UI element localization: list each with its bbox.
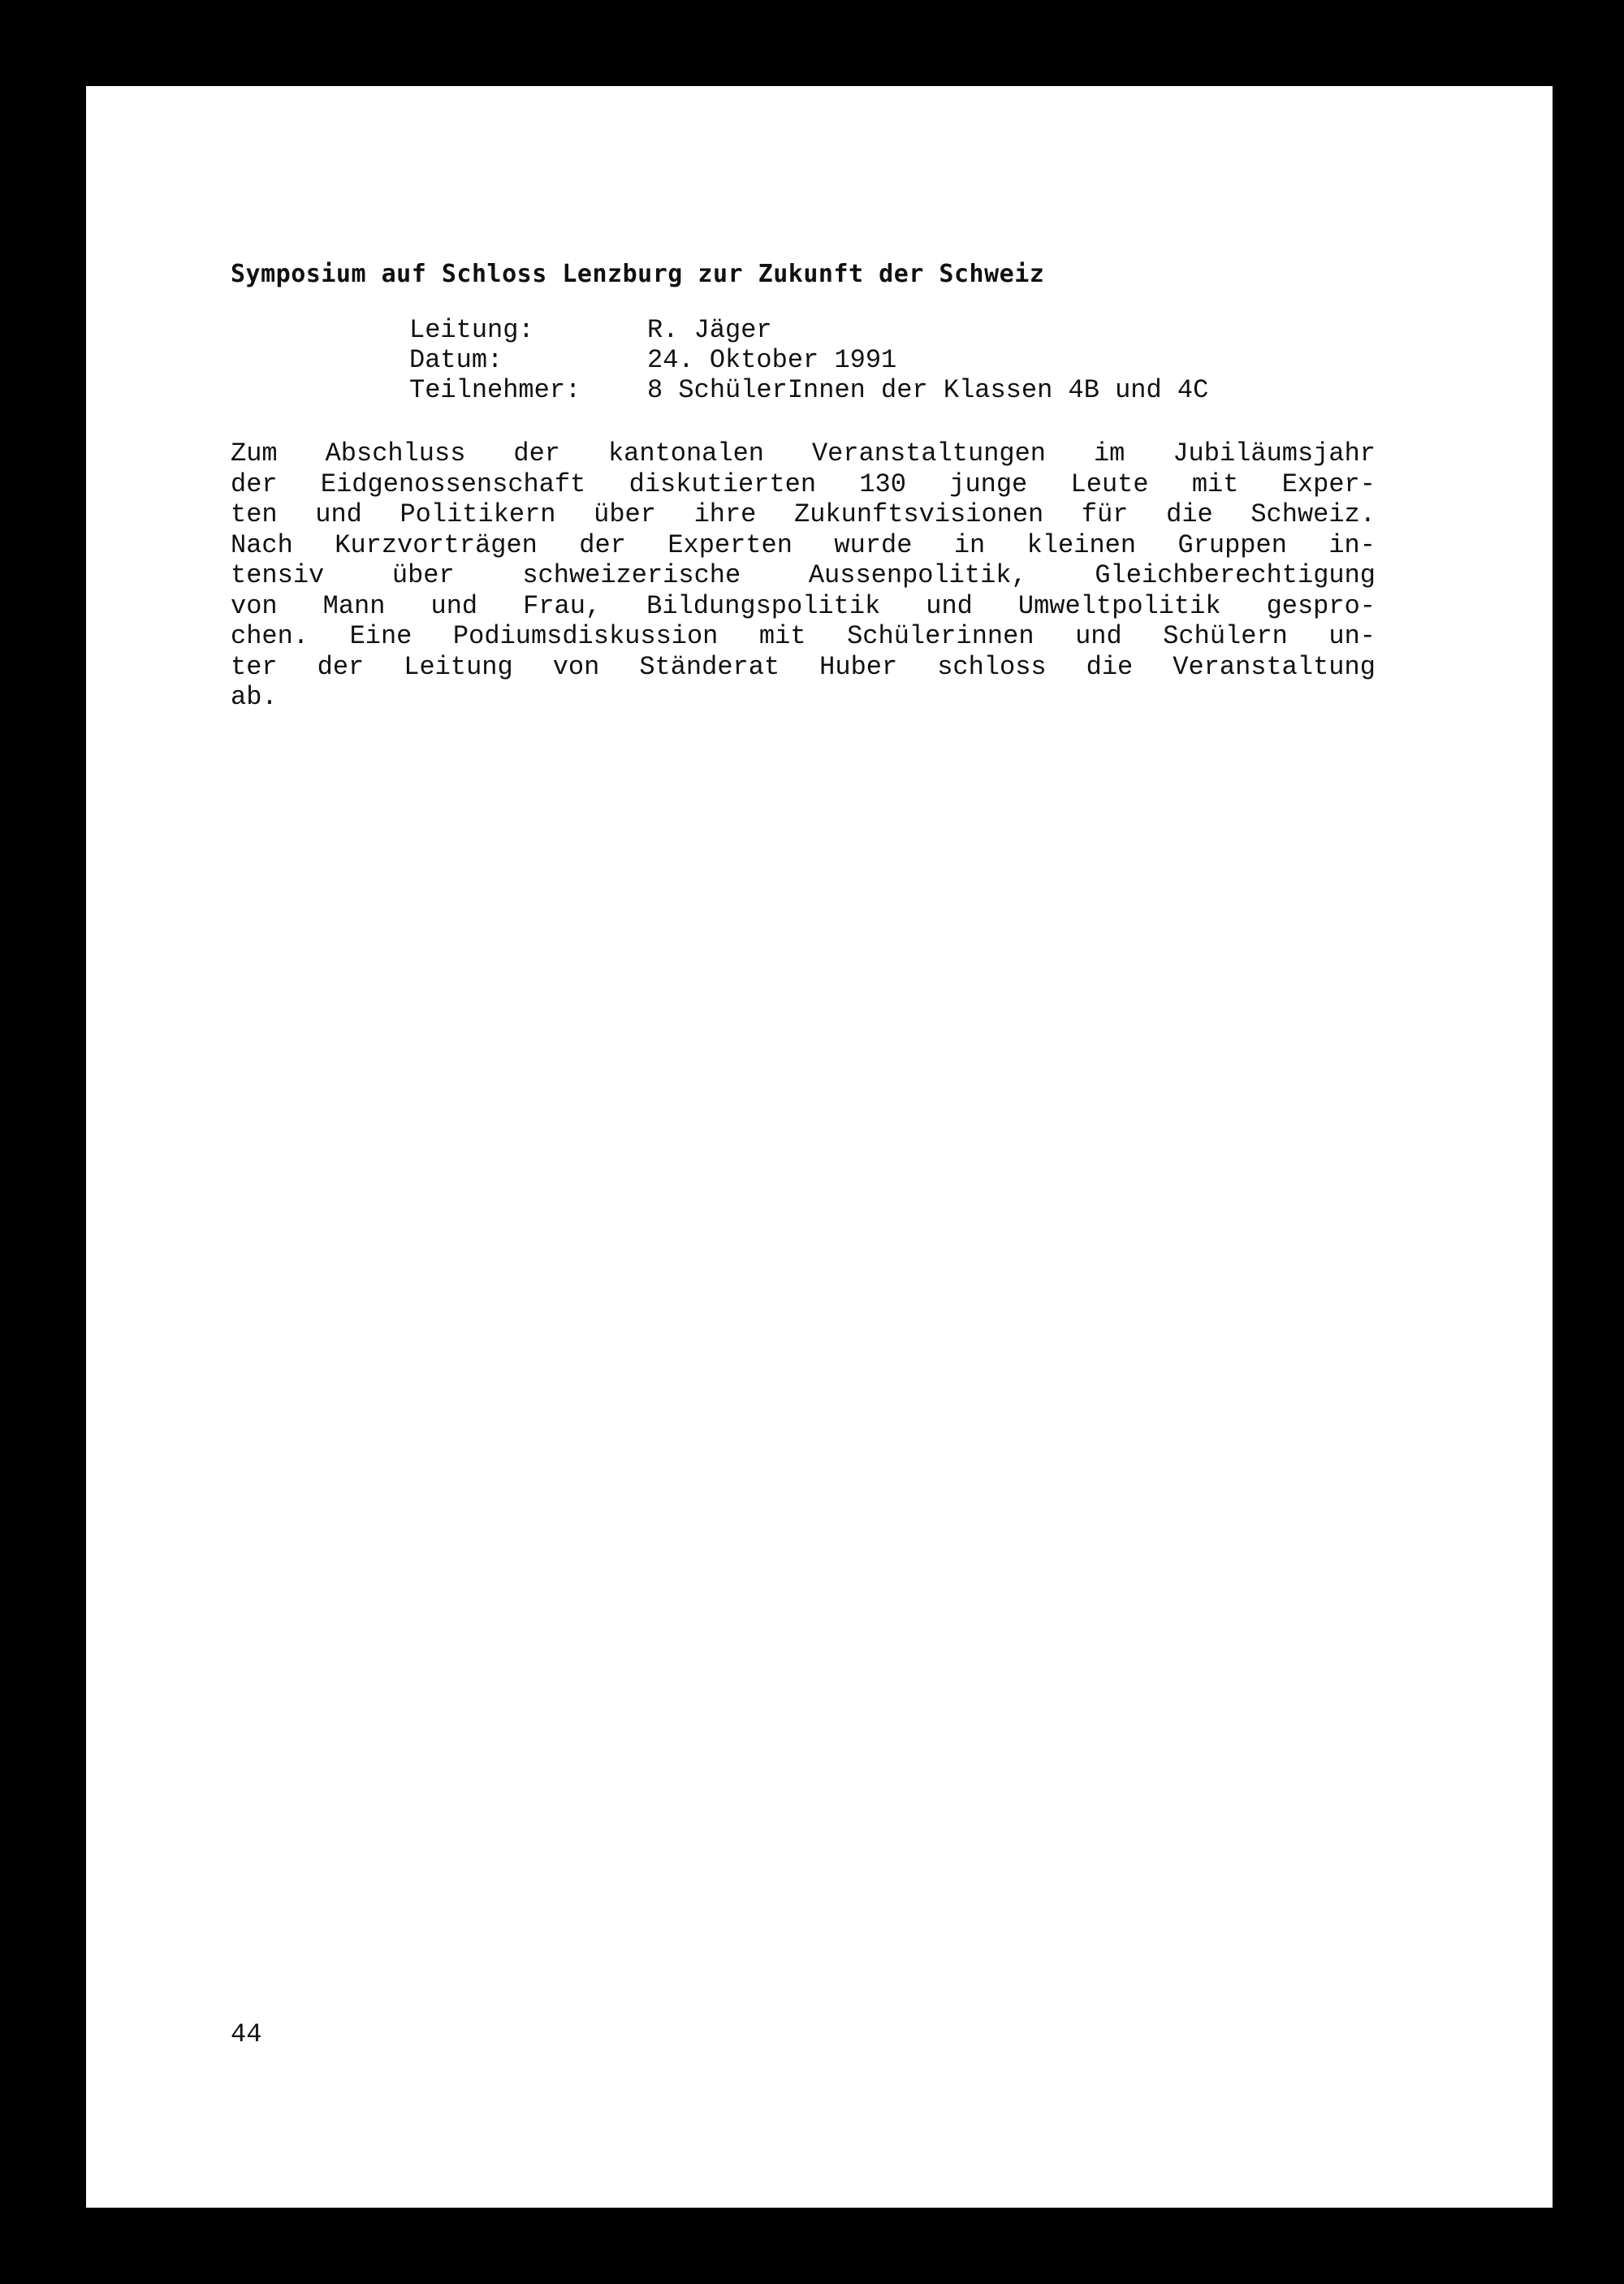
body-word: kleinen bbox=[1026, 529, 1137, 560]
meta-row-leitung bbox=[409, 315, 1208, 345]
body-line bbox=[231, 469, 1376, 500]
body-word: Gleichberechtigung bbox=[1095, 560, 1376, 590]
body-word: und bbox=[315, 499, 362, 529]
meta-value: 8 SchülerInnen der Klassen 4B und 4C bbox=[647, 375, 1209, 405]
body-word: chen. bbox=[231, 621, 309, 651]
body-line bbox=[231, 621, 1376, 652]
page-number: 44 bbox=[231, 2019, 262, 2049]
body-word: diskutierten bbox=[628, 468, 817, 499]
meta-value: 24. Oktober 1991 bbox=[647, 345, 897, 375]
body-word: tensiv bbox=[231, 560, 325, 590]
body-word: für bbox=[1081, 499, 1129, 529]
body-word: un- bbox=[1328, 621, 1376, 651]
meta-label: Datum: bbox=[409, 345, 503, 375]
body-word: Huber bbox=[819, 651, 898, 682]
body-word: die bbox=[1086, 651, 1134, 682]
body-word: schloss bbox=[937, 651, 1047, 682]
body-word: Umweltpolitik bbox=[1017, 590, 1221, 621]
body-line bbox=[231, 652, 1376, 683]
body-line bbox=[231, 591, 1376, 622]
body-word: Eidgenossenschaft bbox=[320, 468, 586, 499]
page-title: Symposium auf Schloss Lenzburg zur Zukunft der Schweiz bbox=[231, 260, 1045, 288]
body-word: über bbox=[594, 499, 656, 529]
body-word: wurde bbox=[834, 529, 913, 560]
body-word: ihre bbox=[693, 499, 757, 529]
body-word: mit bbox=[1191, 468, 1239, 499]
body-word: Bildungspolitik bbox=[646, 590, 881, 621]
body-word: im bbox=[1093, 438, 1125, 468]
body-word: Jubiläumsjahr bbox=[1173, 438, 1376, 468]
body-word: und bbox=[430, 590, 478, 621]
body-word: von bbox=[552, 651, 600, 682]
meta-row-datum bbox=[409, 345, 1208, 375]
body-word: Exper- bbox=[1281, 468, 1376, 499]
body-word: Leitung bbox=[404, 651, 513, 682]
body-word: der bbox=[579, 529, 626, 560]
meta-row-teilnehmer bbox=[409, 375, 1208, 405]
body-word: der bbox=[231, 468, 278, 499]
body-word: Aussenpolitik, bbox=[808, 560, 1027, 590]
body-word: kantonalen bbox=[607, 438, 764, 468]
body-word: Podiumsdiskussion bbox=[452, 621, 719, 651]
body-word: von bbox=[231, 590, 278, 621]
body-word: in- bbox=[1328, 529, 1376, 560]
body-word: 130 bbox=[859, 468, 906, 499]
meta-label: Leitung: bbox=[409, 315, 534, 345]
body-word: Schülerinnen bbox=[847, 621, 1034, 651]
body-word: Kurzvorträgen bbox=[335, 529, 538, 560]
meta-block bbox=[409, 315, 1208, 405]
body-word: Abschluss bbox=[325, 438, 466, 468]
body-word: schweizerische bbox=[522, 560, 741, 590]
body-word: ten bbox=[231, 499, 278, 529]
body-word: über bbox=[391, 560, 455, 590]
body-word: Veranstaltung bbox=[1173, 651, 1376, 682]
body-word: Experten bbox=[667, 529, 793, 560]
body-word: Politikern bbox=[400, 499, 556, 529]
body-word: Schülern bbox=[1163, 621, 1288, 651]
body-line bbox=[231, 560, 1376, 591]
body-paragraph bbox=[231, 438, 1376, 713]
body-word: und bbox=[926, 590, 973, 621]
body-line bbox=[231, 682, 1376, 713]
body-word: Nach bbox=[231, 529, 293, 560]
body-line bbox=[231, 438, 1376, 469]
body-word: ab. bbox=[231, 682, 278, 712]
body-line bbox=[231, 499, 1376, 530]
body-word: der bbox=[513, 438, 560, 468]
body-word: Leute bbox=[1070, 468, 1149, 499]
body-word: Ständerat bbox=[639, 651, 780, 682]
meta-label: Teilnehmer: bbox=[409, 375, 581, 405]
body-word: Mann bbox=[322, 590, 386, 621]
body-word: Gruppen bbox=[1177, 529, 1287, 560]
body-word: Zum bbox=[231, 438, 278, 468]
document-page bbox=[86, 86, 1553, 2208]
body-word: Schweiz. bbox=[1250, 499, 1376, 529]
body-word: ter bbox=[231, 651, 278, 682]
meta-value: R. Jäger bbox=[647, 315, 772, 345]
body-word: Zukunftsvisionen bbox=[794, 499, 1044, 529]
body-word: Veranstaltungen bbox=[811, 438, 1046, 468]
body-word: mit bbox=[758, 621, 806, 651]
body-word: Frau, bbox=[523, 590, 602, 621]
body-line bbox=[231, 530, 1376, 561]
body-word: Eine bbox=[349, 621, 412, 651]
body-word: und bbox=[1075, 621, 1122, 651]
body-word: in bbox=[953, 529, 986, 560]
body-word: die bbox=[1166, 499, 1213, 529]
body-word: junge bbox=[949, 468, 1028, 499]
body-word: gespro- bbox=[1266, 590, 1376, 621]
body-word: der bbox=[317, 651, 365, 682]
